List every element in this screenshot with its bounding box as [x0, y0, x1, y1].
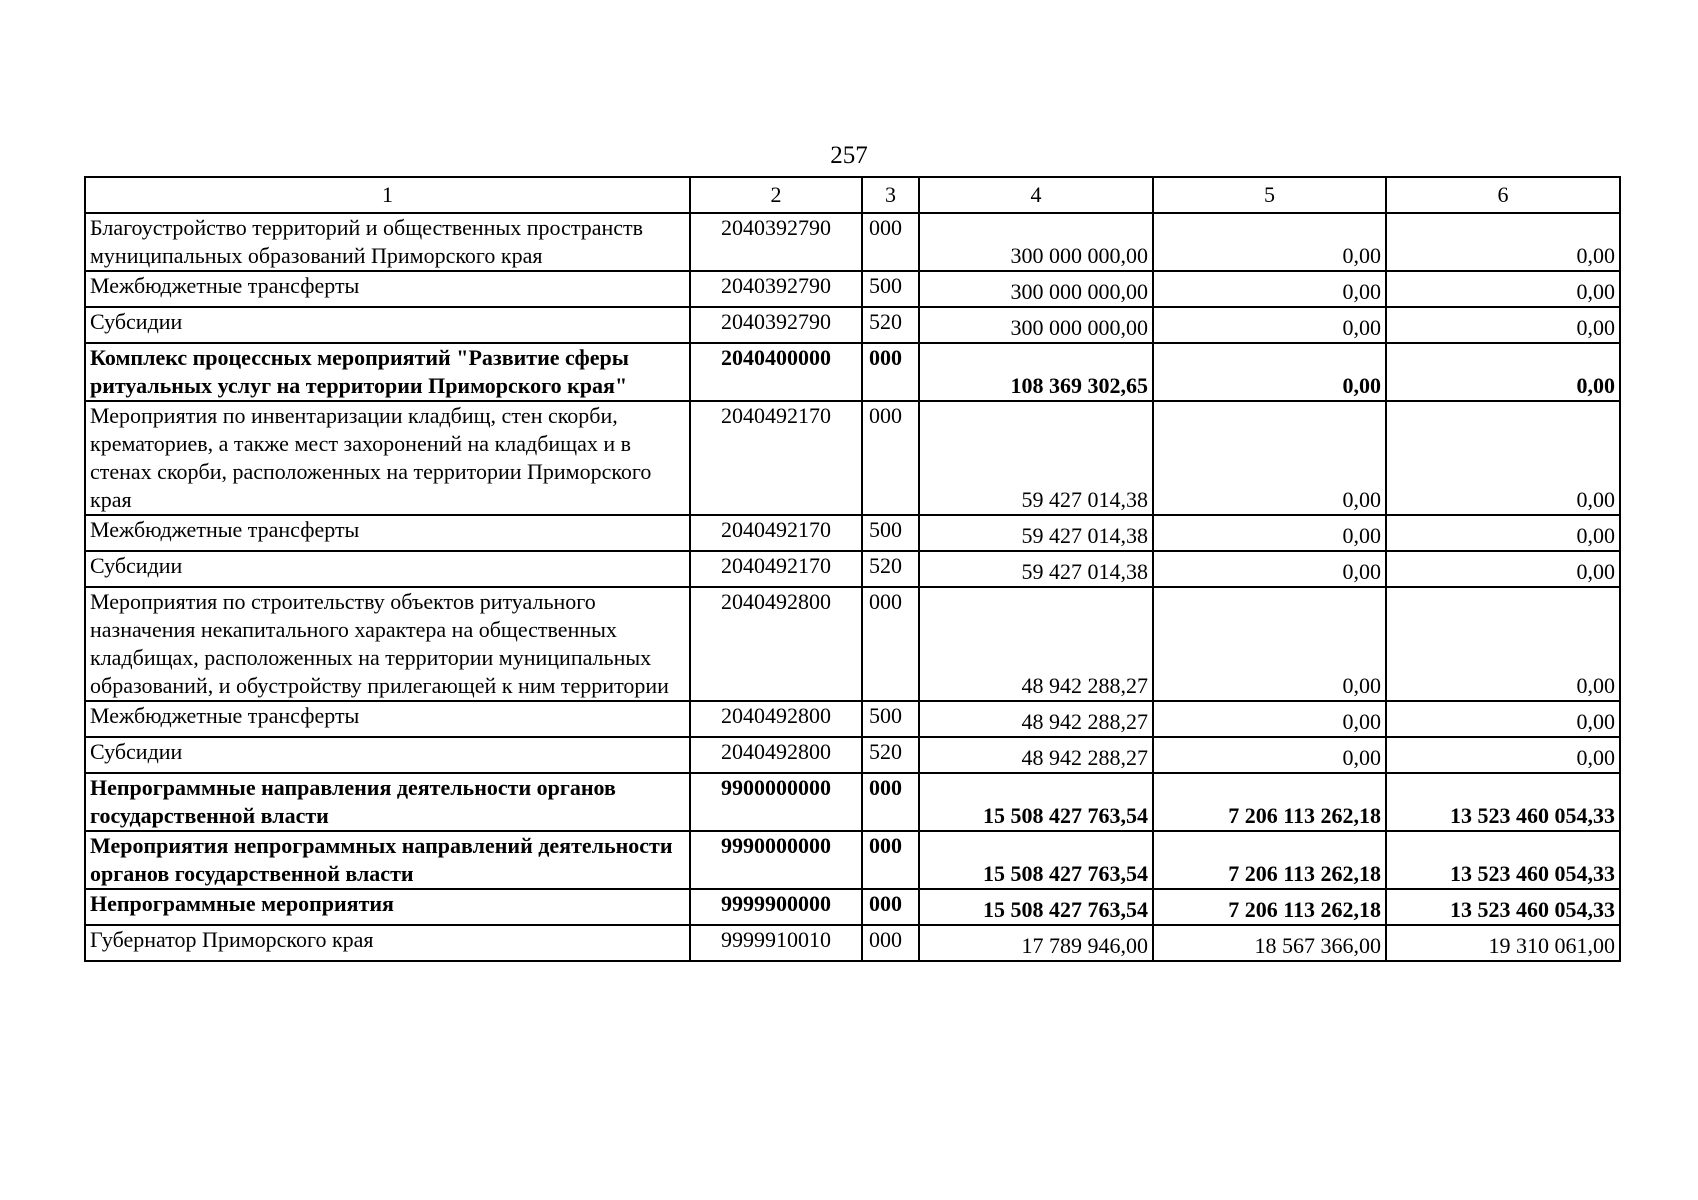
- row-target-code: 9900000000: [690, 773, 862, 831]
- row-amount-col4: 59 427 014,38: [919, 515, 1153, 551]
- table-row: [85, 737, 1620, 773]
- row-target-code: 2040492170: [690, 515, 862, 551]
- table-row: [85, 343, 1620, 401]
- column-header-2: 2: [690, 177, 862, 213]
- row-expense-kind: 520: [862, 737, 919, 773]
- table-row: [85, 925, 1620, 961]
- row-amount-col4: 48 942 288,27: [919, 737, 1153, 773]
- table-body: [85, 213, 1620, 961]
- table-row: [85, 401, 1620, 515]
- row-expense-kind: 520: [862, 307, 919, 343]
- row-amount-col4: 15 508 427 763,54: [919, 889, 1153, 925]
- row-amount-col6: 0,00: [1386, 213, 1620, 271]
- row-target-code: 9999910010: [690, 925, 862, 961]
- row-name: Субсидии: [85, 551, 690, 587]
- row-amount-col5: 0,00: [1153, 701, 1386, 737]
- row-amount-col4: 48 942 288,27: [919, 587, 1153, 701]
- table-row: [85, 551, 1620, 587]
- row-name: Губернатор Приморского края: [85, 925, 690, 961]
- row-amount-col4: 15 508 427 763,54: [919, 773, 1153, 831]
- row-target-code: 2040492800: [690, 587, 862, 701]
- row-amount-col6: 0,00: [1386, 271, 1620, 307]
- row-target-code: 9990000000: [690, 831, 862, 889]
- row-target-code: 9999900000: [690, 889, 862, 925]
- row-expense-kind: 000: [862, 213, 919, 271]
- header-row: [85, 177, 1620, 213]
- page-number: 257: [830, 142, 868, 169]
- row-name: Субсидии: [85, 307, 690, 343]
- row-amount-col5: 18 567 366,00: [1153, 925, 1386, 961]
- table-row: [85, 213, 1620, 271]
- row-name: Мероприятия по инвентаризации кладбищ, стен скорби, крематориев, а также мест захоронений на кладбищах и в стенах скорби, расположенных на территории Приморского края: [85, 401, 690, 515]
- row-target-code: 2040392790: [690, 213, 862, 271]
- row-amount-col6: 0,00: [1386, 307, 1620, 343]
- row-name: Комплекс процессных мероприятий "Развитие сферы ритуальных услуг на территории Приморского края": [85, 343, 690, 401]
- column-header-1: 1: [85, 177, 690, 213]
- row-name: Непрограммные направления деятельности органов государственной власти: [85, 773, 690, 831]
- row-expense-kind: 000: [862, 401, 919, 515]
- row-target-code: 2040492170: [690, 551, 862, 587]
- column-header-5: 5: [1153, 177, 1386, 213]
- row-amount-col6: 0,00: [1386, 701, 1620, 737]
- row-amount-col5: 7 206 113 262,18: [1153, 831, 1386, 889]
- row-amount-col6: 0,00: [1386, 401, 1620, 515]
- row-expense-kind: 500: [862, 271, 919, 307]
- row-amount-col6: 0,00: [1386, 551, 1620, 587]
- row-amount-col4: 59 427 014,38: [919, 551, 1153, 587]
- row-name: Межбюджетные трансферты: [85, 701, 690, 737]
- row-expense-kind: 000: [862, 925, 919, 961]
- table-row: [85, 307, 1620, 343]
- row-amount-col4: 15 508 427 763,54: [919, 831, 1153, 889]
- row-amount-col4: 108 369 302,65: [919, 343, 1153, 401]
- row-expense-kind: 000: [862, 889, 919, 925]
- row-amount-col6: 0,00: [1386, 737, 1620, 773]
- row-amount-col5: 7 206 113 262,18: [1153, 889, 1386, 925]
- row-amount-col4: 300 000 000,00: [919, 271, 1153, 307]
- row-name: Мероприятия по строительству объектов ритуального назначения некапитального характера на общественных кладбищах, расположенных на территории муниципальных образований, и обустройству прилегающей к ним территории: [85, 587, 690, 701]
- row-amount-col4: 59 427 014,38: [919, 401, 1153, 515]
- row-name: Мероприятия непрограммных направлений деятельности органов государственной власти: [85, 831, 690, 889]
- row-amount-col6: 13 523 460 054,33: [1386, 831, 1620, 889]
- row-amount-col5: 7 206 113 262,18: [1153, 773, 1386, 831]
- row-amount-col6: 0,00: [1386, 587, 1620, 701]
- row-target-code: 2040492800: [690, 737, 862, 773]
- row-name: Межбюджетные трансферты: [85, 515, 690, 551]
- row-amount-col5: 0,00: [1153, 515, 1386, 551]
- row-amount-col6: 19 310 061,00: [1386, 925, 1620, 961]
- row-amount-col4: 17 789 946,00: [919, 925, 1153, 961]
- row-name: Непрограммные мероприятия: [85, 889, 690, 925]
- table-row: [85, 831, 1620, 889]
- row-amount-col5: 0,00: [1153, 271, 1386, 307]
- table-row: [85, 587, 1620, 701]
- row-target-code: 2040392790: [690, 307, 862, 343]
- row-name: Межбюджетные трансферты: [85, 271, 690, 307]
- row-expense-kind: 520: [862, 551, 919, 587]
- row-amount-col5: 0,00: [1153, 213, 1386, 271]
- row-amount-col5: 0,00: [1153, 737, 1386, 773]
- row-target-code: 2040392790: [690, 271, 862, 307]
- column-header-4: 4: [919, 177, 1153, 213]
- row-amount-col4: 48 942 288,27: [919, 701, 1153, 737]
- row-amount-col6: 13 523 460 054,33: [1386, 889, 1620, 925]
- row-target-code: 2040492800: [690, 701, 862, 737]
- row-amount-col4: 300 000 000,00: [919, 307, 1153, 343]
- table-row: [85, 701, 1620, 737]
- table-row: [85, 271, 1620, 307]
- row-expense-kind: 000: [862, 773, 919, 831]
- row-name: Субсидии: [85, 737, 690, 773]
- table-row: [85, 889, 1620, 925]
- row-expense-kind: 500: [862, 515, 919, 551]
- row-amount-col5: 0,00: [1153, 401, 1386, 515]
- row-amount-col5: 0,00: [1153, 307, 1386, 343]
- row-amount-col6: 0,00: [1386, 515, 1620, 551]
- column-header-6: 6: [1386, 177, 1620, 213]
- budget-table: [84, 176, 1621, 962]
- row-name: Благоустройство территорий и общественных пространств муниципальных образований Приморского края: [85, 213, 690, 271]
- column-header-3: 3: [862, 177, 919, 213]
- row-expense-kind: 000: [862, 343, 919, 401]
- row-target-code: 2040400000: [690, 343, 862, 401]
- table-row: [85, 515, 1620, 551]
- row-amount-col6: 13 523 460 054,33: [1386, 773, 1620, 831]
- table-row: [85, 773, 1620, 831]
- row-expense-kind: 000: [862, 587, 919, 701]
- row-amount-col5: 0,00: [1153, 551, 1386, 587]
- row-expense-kind: 500: [862, 701, 919, 737]
- row-amount-col4: 300 000 000,00: [919, 213, 1153, 271]
- row-amount-col5: 0,00: [1153, 587, 1386, 701]
- row-amount-col6: 0,00: [1386, 343, 1620, 401]
- row-expense-kind: 000: [862, 831, 919, 889]
- row-amount-col5: 0,00: [1153, 343, 1386, 401]
- row-target-code: 2040492170: [690, 401, 862, 515]
